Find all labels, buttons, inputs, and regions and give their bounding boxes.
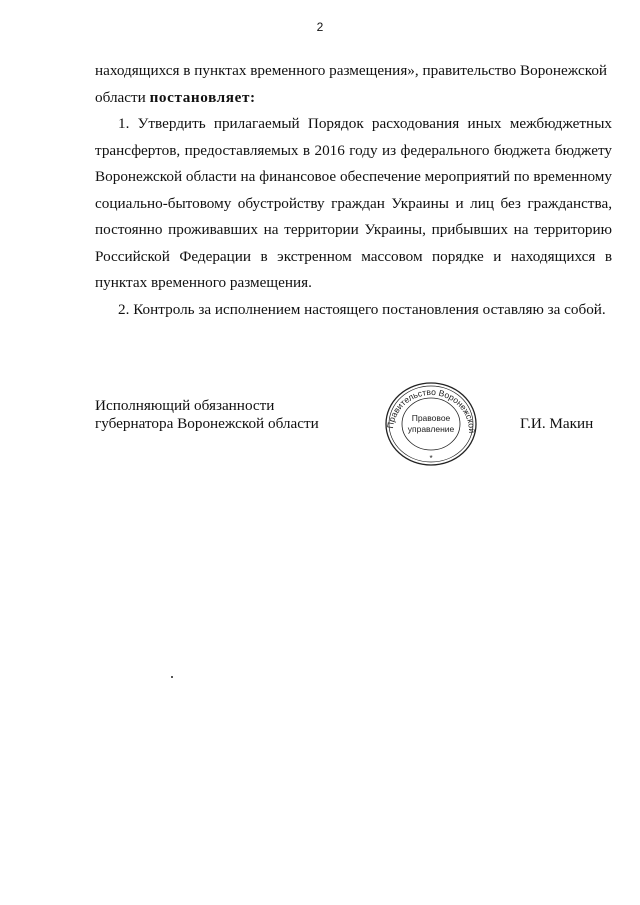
stamp-outer-text: Правительство Воронежской — [385, 386, 478, 434]
stamp-star-icon: * — [429, 454, 433, 463]
stamp-inner-line-2: управление — [407, 424, 455, 434]
page-number: 2 — [316, 20, 324, 34]
official-stamp — [383, 381, 479, 467]
stamp-inner-line-1: Правовое — [411, 413, 451, 423]
signatory-title-line-1: Исполняющий обязанности — [95, 397, 275, 414]
paragraph-1: 1. Утвердить прилагаемый Порядок расходования иных межбюджетных трансфертов, предоставляемых в 2016 году из федерального бюджета бюджету Воронежской области на финансовое обеспечение мероприятий по временному социально-бытовому обустройству граждан Украины и лиц без гражданства, постоянно проживавших на территории Украины, прибывших на территорию Российской Федерации в экстренном массовом порядке и находящихся в пунктах временного размещения. — [95, 115, 612, 291]
intro-line-1: находящихся в пунктах временного размещения», правительство Воронежской — [95, 62, 608, 79]
paragraph-2: 2. Контроль за исполнением настоящего постановления оставляю за собой. — [118, 300, 606, 318]
signatory-name: Г.И. Макин — [520, 415, 594, 432]
document-body — [95, 58, 612, 323]
signatory-title — [95, 397, 319, 433]
signatory-title-line-2: губернатора Воронежской области — [95, 415, 319, 432]
scan-speck — [171, 676, 173, 678]
intro-line — [95, 58, 612, 111]
decree-keyword: постановляет: — [149, 88, 256, 106]
intro-line-2-prefix: области — [95, 88, 150, 106]
